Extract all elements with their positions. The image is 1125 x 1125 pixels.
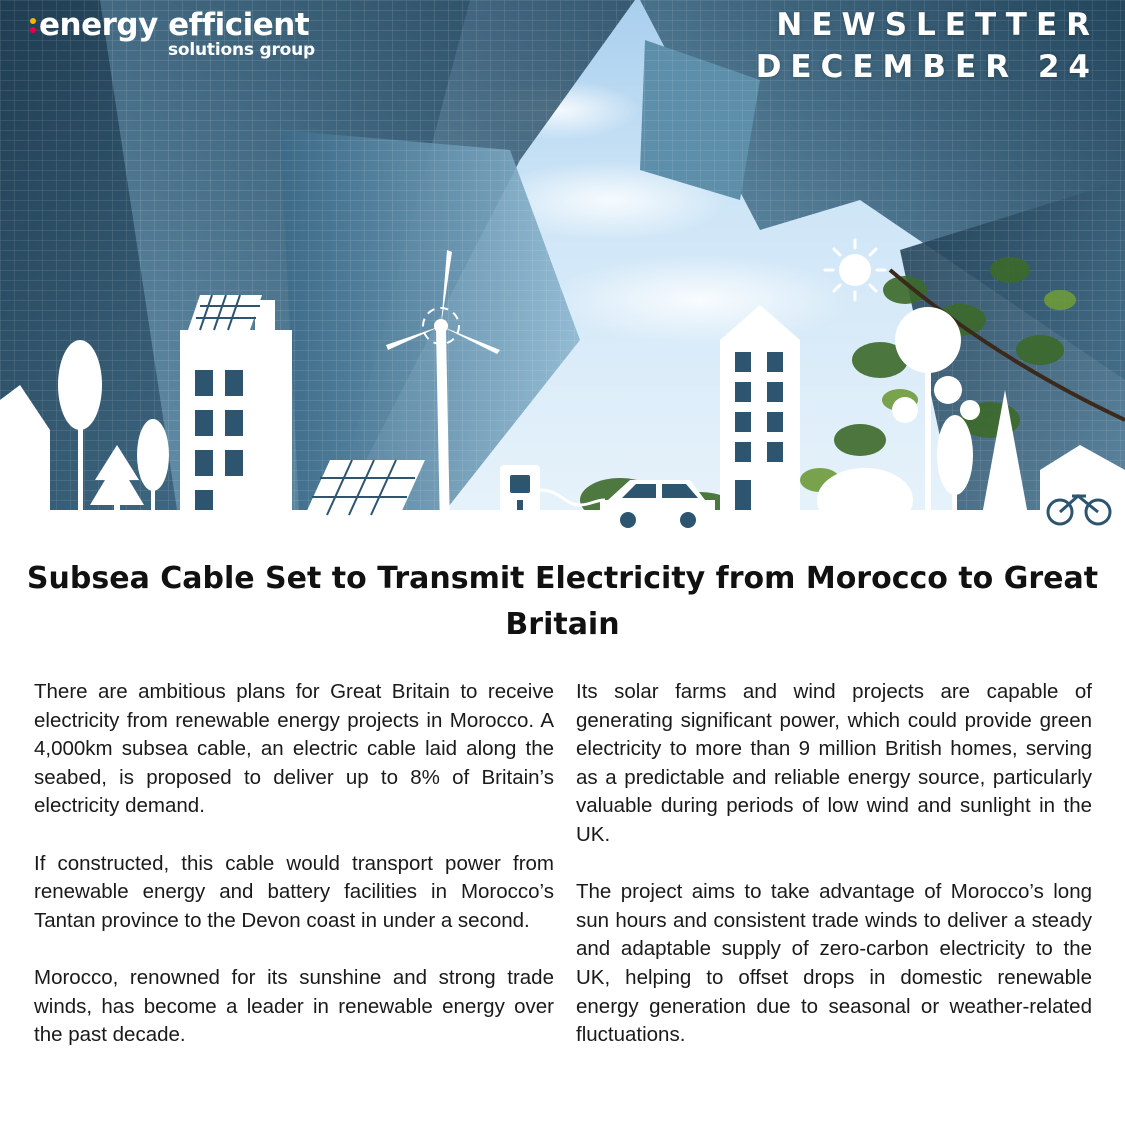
article-paragraph: There are ambitious plans for Great Britain to receive electricity from renewable energy projects in Morocco. A 4,000km subsea cable, an electric cable laid along the seabed, is proposed to deliver up to 8% of Britain’s electricity demand. bbox=[34, 680, 554, 818]
article-column-right bbox=[576, 678, 1092, 1078]
hero-banner bbox=[0, 0, 1125, 530]
brand-subline: solutions group bbox=[168, 40, 316, 60]
article-column-left bbox=[34, 678, 554, 1078]
brand-logo bbox=[30, 6, 315, 60]
article-paragraph: Morocco, renowned for its sunshine and strong trade winds, has become a leader in renewable energy over the past decade. bbox=[34, 965, 554, 1047]
issue-title: NEWSLETTER bbox=[776, 7, 1099, 43]
brand-name: energy efficient bbox=[39, 7, 310, 43]
article-headline: Subsea Cable Set to Transmit Electricity from Morocco to Great Britain bbox=[26, 561, 1099, 642]
issue-date: DECEMBER 24 bbox=[755, 49, 1099, 85]
article-paragraph: If constructed, this cable would transport power from renewable energy and battery facilities in Morocco’s Tantan province to the Devon coast in under a second. bbox=[34, 851, 554, 932]
logo-dots-icon bbox=[30, 18, 36, 33]
issue-label bbox=[756, 4, 1099, 88]
article-paragraph: Its solar farms and wind projects are capable of generating significant power, which could provide green electricity to more than 9 million British homes, serving as a predictable and reliable energy source, particularly valuable during periods of low wind and sunlight in the UK. bbox=[576, 680, 1092, 846]
article-paragraph: The project aims to take advantage of Morocco’s long sun hours and consistent trade winds to deliver a steady and adaptable supply of zero-carbon electricity to the UK, helping to offset drops in domestic renewable energy generation due to seasonal or weather-related fluctuations. bbox=[576, 880, 1092, 1047]
